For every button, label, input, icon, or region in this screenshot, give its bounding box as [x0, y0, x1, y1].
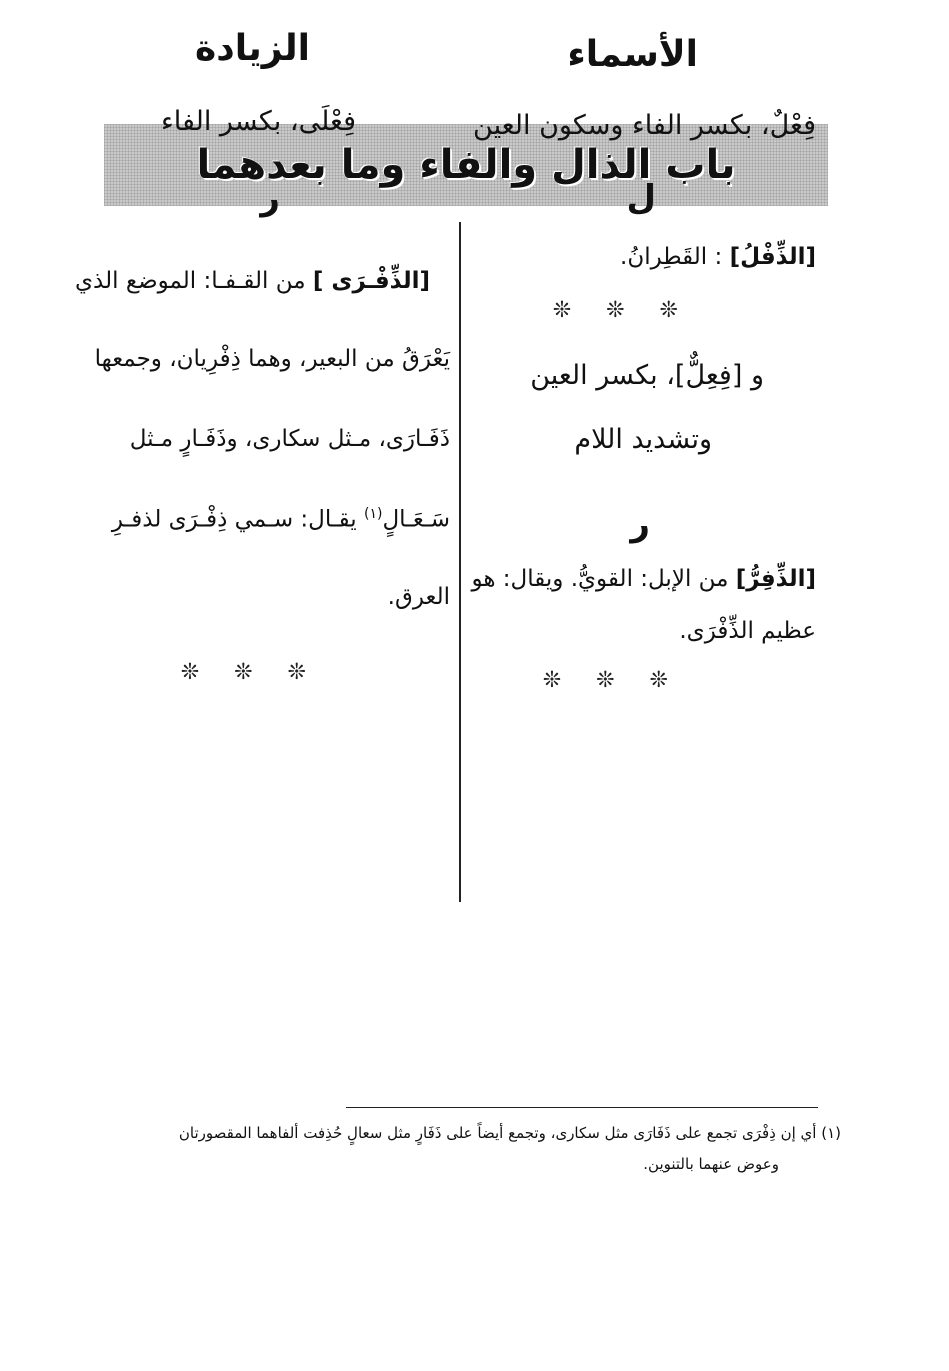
entry-definition: : القَطِرانُ. — [620, 244, 723, 270]
entry-headword: [الذِّفْـرَى ] — [312, 268, 430, 294]
entry-dhifl — [620, 244, 816, 270]
separator-stars: ❊ ❊ ❊ — [552, 298, 692, 323]
entry-dhifra-line3: ذَفَـارَى، مـثل سكارى، وذَفَـارٍ مـثل — [129, 426, 450, 452]
entry-dhifra-line1 — [75, 268, 430, 294]
entry-dhifra-line5: العرق. — [387, 584, 450, 610]
letter-heading-lam: ل — [626, 178, 656, 218]
footnote-line1: (١) أي إن ذِفْرَى تجمع على ذَفَارَى مثل سكارى، وتجمع أيضاً على ذَفَارٍ مثل سعالٍ حُذِفت ألفاهما المقصورتان — [178, 1124, 841, 1142]
letter-heading-ra: ر — [630, 504, 650, 544]
separator-stars: ❊ ❊ ❊ — [542, 668, 682, 693]
footnote-line2: وعوض عنهما بالتنوين. — [643, 1155, 779, 1173]
column-divider — [459, 222, 461, 902]
section-heading-addition: الزيادة — [194, 28, 310, 69]
entry-definition: من الإبل: القويُّ. ويقال: هو — [471, 566, 729, 592]
entry-headword: [الذِّفْلُ] — [729, 244, 816, 270]
letter-heading-ra: ر — [260, 178, 280, 218]
entry-dhifirr-line1 — [471, 566, 816, 592]
entry-dhifra-line4: سَـعَـالٍ$^{(١)}$ يقـال: سـمي ذِفْـرَى لذفـرِ — [111, 506, 450, 533]
footnote-rule — [346, 1107, 818, 1108]
entry-headword: [الذِّفِرُّ] — [735, 566, 816, 592]
pattern-heading-1: فِعْلٌ، بكسر الفاء وسكون العين — [473, 110, 816, 141]
chapter-title: باب الذال والفاء وما بعدهما — [196, 142, 736, 188]
pattern-heading-2-line1: و [فِعِلٌّ]، بكسر العين — [530, 360, 764, 391]
pattern-heading-2-line2: وتشديد اللام — [574, 424, 712, 455]
separator-stars: ❊ ❊ ❊ — [180, 660, 320, 685]
entry-dhifirr-line2: عظيم الذِّفْرَى. — [679, 618, 816, 644]
entry-definition: من القـفـا: الموضع الذي — [75, 268, 306, 294]
pattern-heading: فِعْلَى، بكسر الفاء — [161, 106, 356, 137]
section-heading-names: الأسماء — [567, 34, 698, 75]
footnote-reference: (١) — [363, 506, 383, 522]
entry-dhifra-line2: يَعْرَقُ من البعير، وهما ذِفْرِيان، وجمعها — [94, 346, 450, 372]
